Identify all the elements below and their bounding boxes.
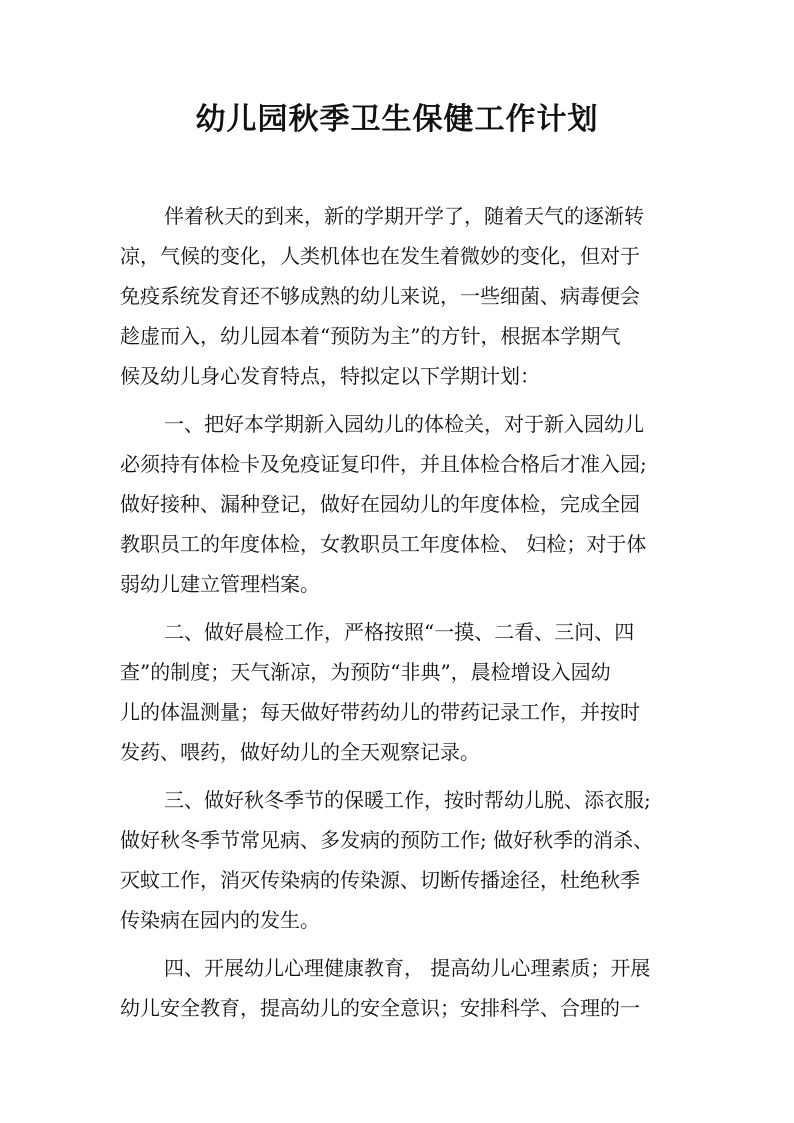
text-line: 凉，气候的变化，人类机体也在发生着微妙的变化，但对于 xyxy=(120,244,640,268)
document-title: 幼儿园秋季卫生保健工作计划 xyxy=(195,102,599,137)
text-line: 四、开展幼儿心理健康教育， 提高幼儿心理素质；开展 xyxy=(164,956,651,980)
text-line: 三、做好秋冬季节的保暖工作，按时帮幼儿脱、添衣服; xyxy=(164,788,651,812)
paragraph-item-2 xyxy=(120,612,674,772)
text-line: 二、做好晨检工作，严格按照“一摸、二看、三问、四 xyxy=(164,620,635,644)
text-line: 儿的体温测量；每天做好带药幼儿的带药记录工作，并按时 xyxy=(120,700,640,724)
paragraph-item-1 xyxy=(120,404,674,604)
document-body xyxy=(120,196,674,1036)
text-line: 教职员工的年度体检，女教职员工年度体检、 妇检；对于体 xyxy=(120,532,647,556)
text-line: 传染病在园内的发生。 xyxy=(120,908,320,932)
text-line: 候及幼儿身心发育特点，特拟定以下学期计划： xyxy=(120,364,540,388)
text-line: 免疫系统发育还不够成熟的幼儿来说，一些细菌、病毒便会 xyxy=(120,284,640,308)
text-line: 幼儿安全教育，提高幼儿的安全意识；安排科学、合理的一 xyxy=(120,996,640,1020)
text-line: 查”的制度；天气渐凉，为预防“非典”，晨检增设入园幼 xyxy=(120,660,611,684)
text-line: 必须持有体检卡及免疫证复印件，并且体检合格后才准入园; xyxy=(120,452,647,476)
text-line: 灭蚊工作，消灭传染病的传染源、切断传播途径，杜绝秋季 xyxy=(120,868,640,892)
text-line: 弱幼儿建立管理档案。 xyxy=(120,572,320,596)
text-line: 做好秋冬季节常见病、多发病的预防工作; 做好秋季的消杀、 xyxy=(120,828,654,852)
text-line: 一、把好本学期新入园幼儿的体检关，对于新入园幼儿 xyxy=(164,412,644,436)
paragraph-item-4 xyxy=(120,948,674,1028)
text-line: 做好接种、漏种登记，做好在园幼儿的年度体检，完成全园 xyxy=(120,492,640,516)
paragraph-intro xyxy=(120,196,674,396)
paragraph-item-3 xyxy=(120,780,674,940)
text-line: 伴着秋天的到来，新的学期开学了，随着天气的逐渐转 xyxy=(164,204,644,228)
text-line: 趁虚而入，幼儿园本着“预防为主”的方针，根据本学期气 xyxy=(120,324,621,348)
text-line: 发药、喂药，做好幼儿的全天观察记录。 xyxy=(120,740,480,764)
